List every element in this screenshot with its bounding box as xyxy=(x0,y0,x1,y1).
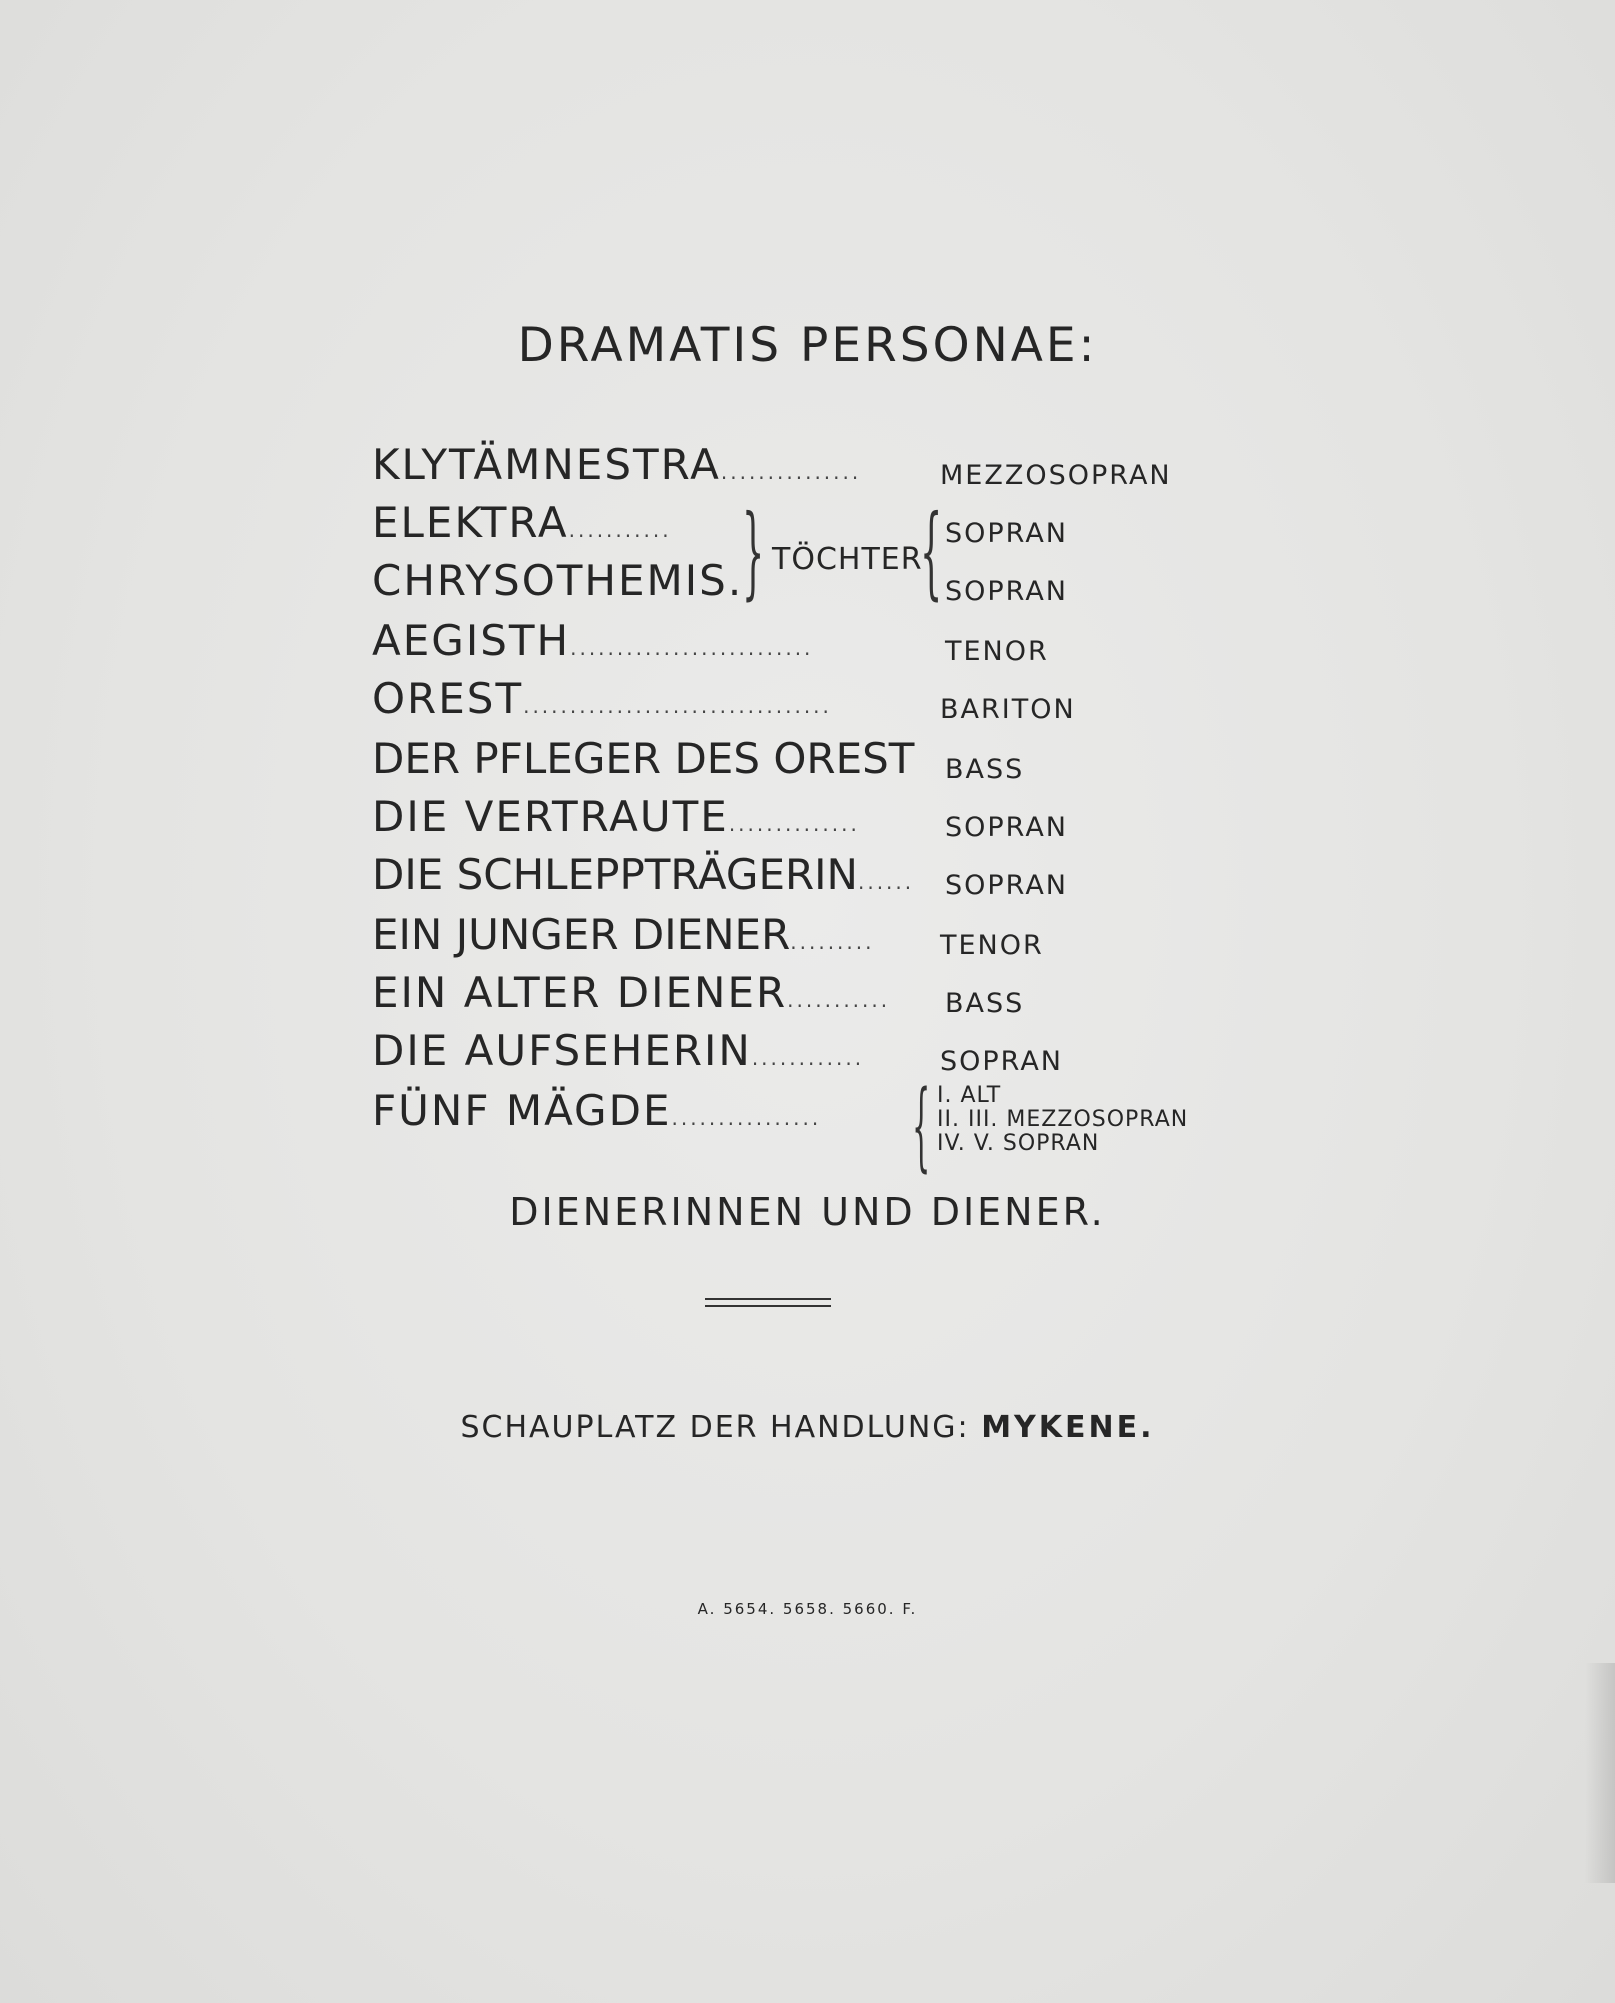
role-name: EIN ALTER DIENER xyxy=(372,968,788,1017)
voice-type: SOPRAN xyxy=(945,812,1069,843)
role-name: ELEKTRA xyxy=(372,498,569,547)
leader-dots: ........... xyxy=(787,988,891,1012)
role-name: CHRYSOTHEMIS. xyxy=(372,556,744,605)
role-name: DIE AUFSEHERIN xyxy=(372,1026,752,1075)
leader-dots: ............ xyxy=(751,1046,865,1070)
voice-type: SOPRAN xyxy=(940,1046,1064,1077)
right-brace: } xyxy=(742,493,765,610)
left-brace: { xyxy=(912,1070,931,1182)
left-brace: { xyxy=(920,493,943,610)
role-name: DIE VERTRAUTE xyxy=(372,792,729,841)
setting-place: MYKENE. xyxy=(981,1410,1155,1445)
leader-dots: ......... xyxy=(790,930,875,954)
toechter-label: TÖCHTER xyxy=(772,542,923,577)
voice-type: SOPRAN xyxy=(945,576,1069,607)
divider-rule xyxy=(705,1298,831,1300)
role-name: KLYTÄMNESTRA xyxy=(372,440,721,489)
voice-line: IV. V. SOPRAN xyxy=(937,1131,1100,1156)
leader-dots: ............... xyxy=(720,460,862,484)
cast-row xyxy=(372,792,860,848)
voice-type: BASS xyxy=(945,988,1025,1019)
leader-dots: .......................... xyxy=(570,636,814,660)
cast-row xyxy=(372,1086,821,1142)
leader-dots: ...... xyxy=(857,870,915,894)
divider-rule xyxy=(705,1305,831,1307)
setting-label: SCHAUPLATZ DER HANDLUNG: xyxy=(460,1410,970,1445)
cast-row xyxy=(372,674,832,730)
voice-type: BASS xyxy=(945,754,1025,785)
voice-line: II. III. MEZZOSOPRAN xyxy=(937,1107,1189,1132)
voice-type: TENOR xyxy=(940,930,1044,961)
leader-dots: ................ xyxy=(671,1106,822,1130)
leader-dots: .............. xyxy=(728,812,860,836)
role-name: OREST xyxy=(372,674,524,723)
cast-row xyxy=(372,850,914,906)
leader-dots: ................................. xyxy=(523,694,832,718)
cast-row xyxy=(372,1026,864,1082)
plate-number: A. 5654. 5658. 5660. F. xyxy=(697,1600,918,1618)
cast-row xyxy=(372,734,914,790)
cast-row xyxy=(372,616,813,672)
voice-type: TENOR xyxy=(945,636,1049,667)
voice-line: I. ALT xyxy=(937,1083,1002,1108)
role-name: EIN JUNGER DIENER xyxy=(372,910,791,959)
voice-type: BARITON xyxy=(940,694,1076,725)
voice-type: SOPRAN xyxy=(945,870,1069,901)
role-name: DIE SCHLEPPTRÄGERIN xyxy=(372,850,858,899)
voice-type: MEZZOSOPRAN xyxy=(940,460,1172,491)
setting-line xyxy=(0,1410,1615,1445)
page-title: DRAMATIS PERSONAE: xyxy=(517,318,1098,373)
page-edge-shadow xyxy=(1585,1663,1615,1883)
cast-row xyxy=(372,556,743,612)
voice-type: SOPRAN xyxy=(945,518,1069,549)
leader-dots: ........... xyxy=(568,518,672,542)
cast-row xyxy=(372,440,861,496)
cast-row xyxy=(372,498,672,554)
ensemble-line: DIENERINNEN UND DIENER. xyxy=(509,1190,1106,1234)
cast-row xyxy=(372,968,890,1024)
role-name: AEGISTH xyxy=(372,616,571,665)
cast-row xyxy=(372,910,874,966)
maegde-voices xyxy=(937,1084,1188,1156)
role-name: DER PFLEGER DES OREST xyxy=(372,734,915,783)
role-name: FÜNF MÄGDE xyxy=(372,1086,672,1135)
